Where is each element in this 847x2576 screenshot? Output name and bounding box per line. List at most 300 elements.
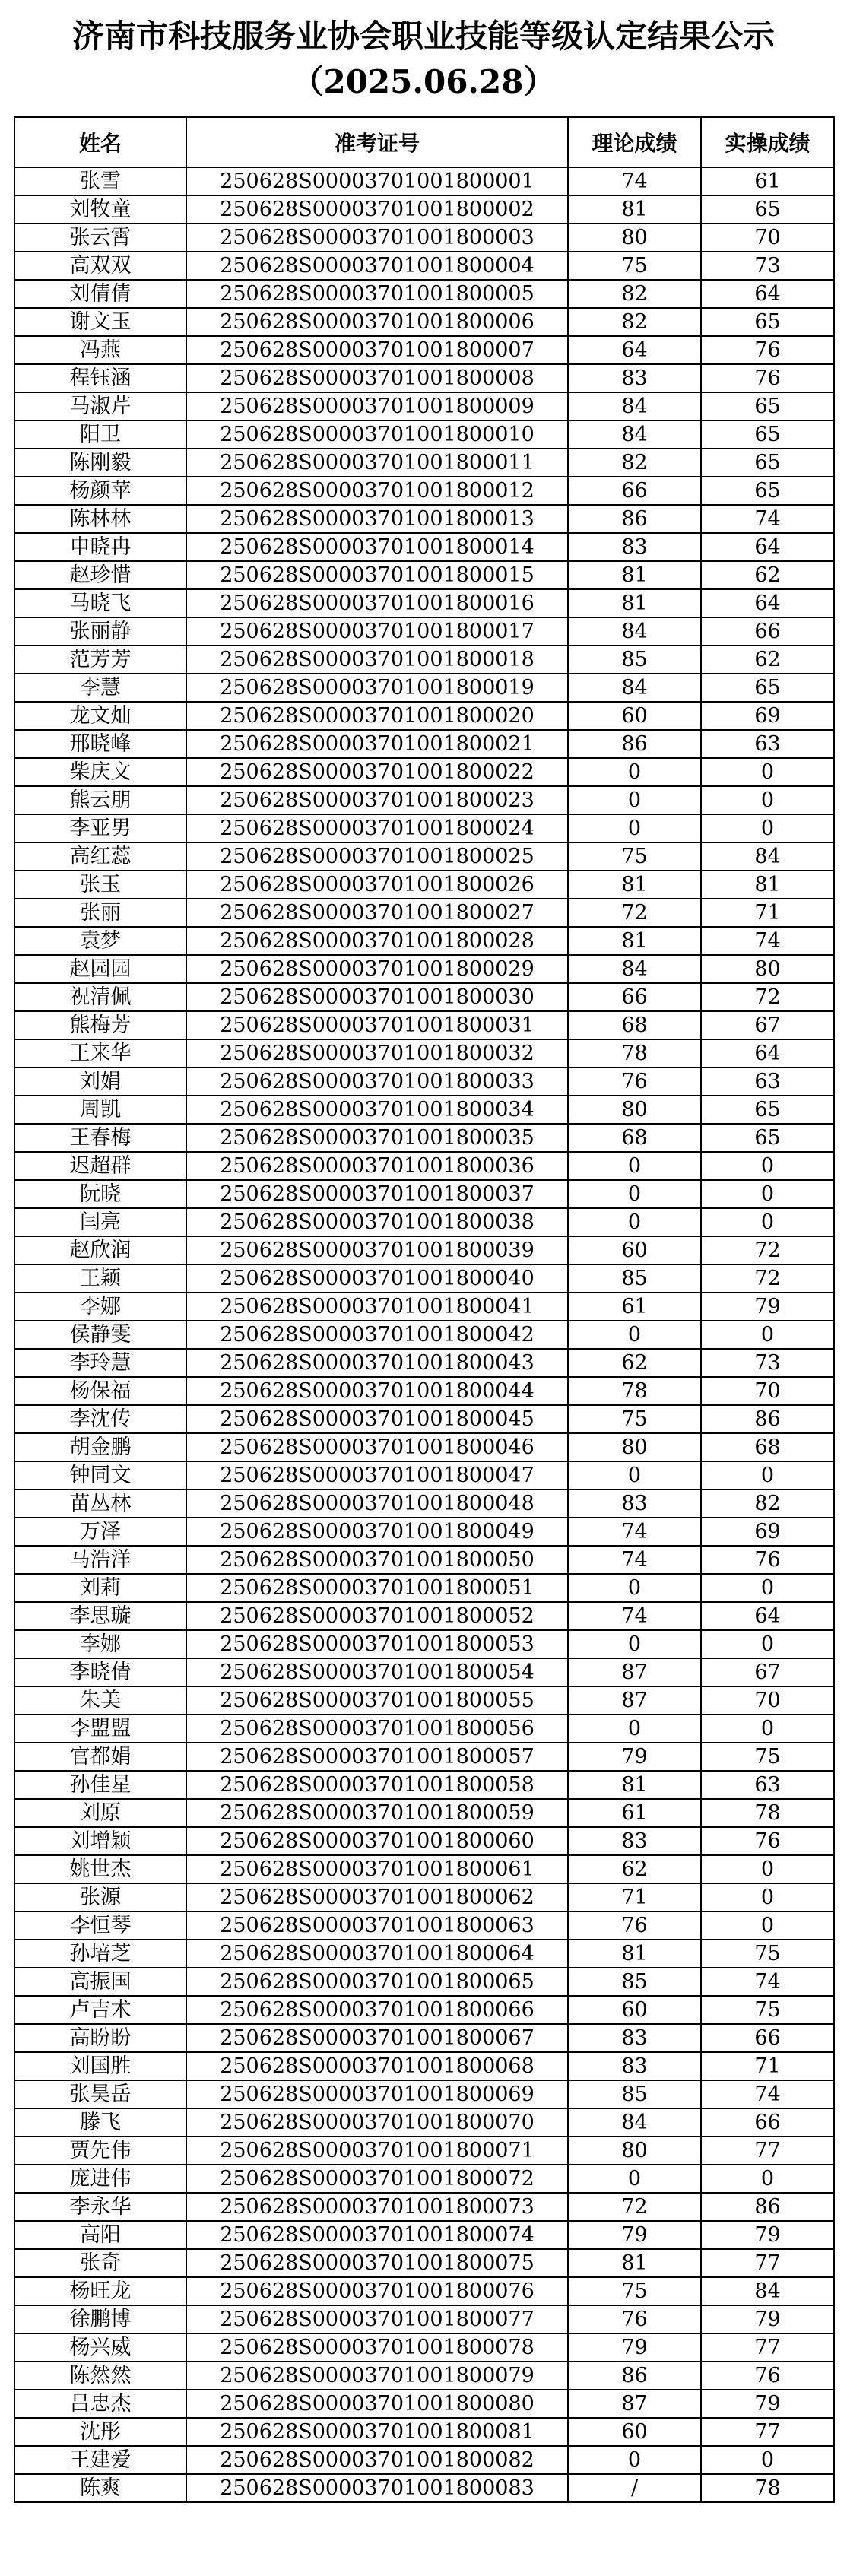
cell-exam-id: 250628S00003701001800037 xyxy=(186,1180,568,1208)
cell-exam-id: 250628S00003701001800026 xyxy=(186,871,568,899)
table-row xyxy=(14,2333,834,2362)
table-row xyxy=(14,420,834,449)
table-row xyxy=(14,224,834,252)
cell-exam-id: 250628S00003701001800041 xyxy=(186,1293,568,1321)
table-row xyxy=(14,167,834,195)
cell-name: 高红蕊 xyxy=(14,842,186,871)
cell-name: 马晓飞 xyxy=(14,589,186,617)
cell-practical-score: 80 xyxy=(701,955,834,983)
cell-practical-score: 0 xyxy=(701,1208,834,1236)
cell-name: 刘牧童 xyxy=(14,195,186,224)
table-row xyxy=(14,1968,834,1996)
cell-theory-score: 79 xyxy=(568,1743,701,1771)
cell-name: 滕飞 xyxy=(14,2108,186,2137)
results-table xyxy=(14,116,835,2503)
cell-theory-score: 85 xyxy=(568,646,701,674)
cell-practical-score: 64 xyxy=(701,1039,834,1068)
table-row xyxy=(14,1686,834,1715)
cell-theory-score: 0 xyxy=(568,2165,701,2193)
table-row xyxy=(14,2362,834,2390)
table-row xyxy=(14,1518,834,1546)
cell-practical-score: 0 xyxy=(701,1321,834,1349)
cell-theory-score: 78 xyxy=(568,1039,701,1068)
cell-theory-score: 75 xyxy=(568,2277,701,2305)
table-row xyxy=(14,589,834,617)
cell-theory-score: 87 xyxy=(568,2390,701,2418)
cell-exam-id: 250628S00003701001800044 xyxy=(186,1377,568,1405)
cell-name: 张丽静 xyxy=(14,617,186,646)
cell-theory-score: 60 xyxy=(568,1236,701,1264)
cell-theory-score: 85 xyxy=(568,2080,701,2108)
cell-practical-score: 65 xyxy=(701,392,834,420)
cell-theory-score: 87 xyxy=(568,1658,701,1686)
cell-practical-score: 84 xyxy=(701,2277,834,2305)
cell-theory-score: 79 xyxy=(568,2221,701,2249)
table-row xyxy=(14,2418,834,2446)
cell-name: 冯燕 xyxy=(14,336,186,364)
cell-name: 阳卫 xyxy=(14,420,186,449)
cell-exam-id: 250628S00003701001800045 xyxy=(186,1405,568,1433)
cell-exam-id: 250628S00003701001800047 xyxy=(186,1461,568,1489)
table-row xyxy=(14,2193,834,2221)
table-row xyxy=(14,2024,834,2052)
cell-practical-score: 75 xyxy=(701,1743,834,1771)
cell-exam-id: 250628S00003701001800039 xyxy=(186,1236,568,1264)
cell-theory-score: 0 xyxy=(568,1461,701,1489)
cell-name: 杨兴威 xyxy=(14,2333,186,2362)
cell-name: 李晓倩 xyxy=(14,1658,186,1686)
table-row xyxy=(14,449,834,477)
cell-theory-score: 83 xyxy=(568,1827,701,1855)
table-row xyxy=(14,1658,834,1686)
cell-theory-score: 74 xyxy=(568,1518,701,1546)
cell-exam-id: 250628S00003701001800066 xyxy=(186,1996,568,2024)
cell-exam-id: 250628S00003701001800020 xyxy=(186,702,568,730)
cell-exam-id: 250628S00003701001800040 xyxy=(186,1264,568,1293)
cell-theory-score: 85 xyxy=(568,1264,701,1293)
cell-theory-score: 83 xyxy=(568,2024,701,2052)
cell-practical-score: 70 xyxy=(701,224,834,252)
cell-practical-score: 76 xyxy=(701,2362,834,2390)
cell-exam-id: 250628S00003701001800062 xyxy=(186,1883,568,1911)
cell-theory-score: 80 xyxy=(568,1096,701,1124)
cell-exam-id: 250628S00003701001800050 xyxy=(186,1546,568,1574)
table-row xyxy=(14,1743,834,1771)
table-row xyxy=(14,1602,834,1630)
cell-theory-score: 86 xyxy=(568,2362,701,2390)
cell-name: 龙文灿 xyxy=(14,702,186,730)
cell-name: 程钰涵 xyxy=(14,364,186,392)
cell-theory-score: 80 xyxy=(568,224,701,252)
cell-name: 侯静雯 xyxy=(14,1321,186,1349)
cell-name: 周凯 xyxy=(14,1096,186,1124)
cell-theory-score: 80 xyxy=(568,2137,701,2165)
cell-theory-score: 85 xyxy=(568,1968,701,1996)
cell-exam-id: 250628S00003701001800032 xyxy=(186,1039,568,1068)
cell-theory-score: 75 xyxy=(568,1405,701,1433)
cell-exam-id: 250628S00003701001800052 xyxy=(186,1602,568,1630)
cell-name: 祝清佩 xyxy=(14,983,186,1011)
cell-practical-score: 0 xyxy=(701,758,834,786)
cell-practical-score: 79 xyxy=(701,2221,834,2249)
table-row xyxy=(14,2446,834,2474)
cell-practical-score: 74 xyxy=(701,2080,834,2108)
cell-theory-score: 83 xyxy=(568,2052,701,2080)
table-row xyxy=(14,533,834,561)
cell-theory-score: 0 xyxy=(568,1630,701,1658)
cell-practical-score: 74 xyxy=(701,505,834,533)
cell-practical-score: 65 xyxy=(701,420,834,449)
cell-exam-id: 250628S00003701001800027 xyxy=(186,899,568,927)
cell-exam-id: 250628S00003701001800011 xyxy=(186,449,568,477)
cell-name: 李永华 xyxy=(14,2193,186,2221)
cell-practical-score: 69 xyxy=(701,1518,834,1546)
cell-exam-id: 250628S00003701001800074 xyxy=(186,2221,568,2249)
table-row xyxy=(14,1489,834,1518)
cell-theory-score: 83 xyxy=(568,364,701,392)
table-row xyxy=(14,1321,834,1349)
header-name: 姓名 xyxy=(14,117,186,167)
table-row xyxy=(14,561,834,589)
cell-practical-score: 64 xyxy=(701,280,834,308)
table-row xyxy=(14,1461,834,1489)
table-row xyxy=(14,1293,834,1321)
table-row xyxy=(14,1940,834,1968)
cell-practical-score: 0 xyxy=(701,1180,834,1208)
cell-exam-id: 250628S00003701001800019 xyxy=(186,674,568,702)
header-practical-score: 实操成绩 xyxy=(701,117,834,167)
table-row xyxy=(14,1715,834,1743)
table-row xyxy=(14,1771,834,1799)
cell-exam-id: 250628S00003701001800057 xyxy=(186,1743,568,1771)
cell-theory-score: 84 xyxy=(568,392,701,420)
cell-name: 张丽 xyxy=(14,899,186,927)
cell-exam-id: 250628S00003701001800078 xyxy=(186,2333,568,2362)
cell-exam-id: 250628S00003701001800010 xyxy=(186,420,568,449)
table-row xyxy=(14,505,834,533)
cell-exam-id: 250628S00003701001800034 xyxy=(186,1096,568,1124)
cell-exam-id: 250628S00003701001800082 xyxy=(186,2446,568,2474)
cell-exam-id: 250628S00003701001800081 xyxy=(186,2418,568,2446)
cell-practical-score: 66 xyxy=(701,617,834,646)
cell-name: 苗丛林 xyxy=(14,1489,186,1518)
cell-name: 柴庆文 xyxy=(14,758,186,786)
cell-practical-score: 0 xyxy=(701,786,834,814)
table-row xyxy=(14,308,834,336)
cell-exam-id: 250628S00003701001800060 xyxy=(186,1827,568,1855)
cell-practical-score: 79 xyxy=(701,2390,834,2418)
header-exam-id: 准考证号 xyxy=(186,117,568,167)
table-row xyxy=(14,730,834,758)
cell-practical-score: 71 xyxy=(701,899,834,927)
cell-name: 李思璇 xyxy=(14,1602,186,1630)
cell-theory-score: 62 xyxy=(568,1349,701,1377)
cell-practical-score: 77 xyxy=(701,2418,834,2446)
cell-name: 李娜 xyxy=(14,1293,186,1321)
cell-exam-id: 250628S00003701001800036 xyxy=(186,1152,568,1180)
cell-practical-score: 66 xyxy=(701,2108,834,2137)
table-row xyxy=(14,1349,834,1377)
cell-practical-score: 81 xyxy=(701,871,834,899)
cell-exam-id: 250628S00003701001800075 xyxy=(186,2249,568,2277)
cell-name: 刘国胜 xyxy=(14,2052,186,2080)
cell-name: 庞进伟 xyxy=(14,2165,186,2193)
cell-practical-score: 84 xyxy=(701,842,834,871)
cell-practical-score: 65 xyxy=(701,477,834,505)
cell-name: 闫亮 xyxy=(14,1208,186,1236)
table-row xyxy=(14,674,834,702)
cell-name: 孙佳星 xyxy=(14,1771,186,1799)
cell-practical-score: 0 xyxy=(701,1911,834,1940)
cell-name: 刘莉 xyxy=(14,1574,186,1602)
cell-exam-id: 250628S00003701001800083 xyxy=(186,2474,568,2502)
cell-exam-id: 250628S00003701001800069 xyxy=(186,2080,568,2108)
cell-theory-score: 78 xyxy=(568,1377,701,1405)
cell-name: 范芳芳 xyxy=(14,646,186,674)
cell-exam-id: 250628S00003701001800017 xyxy=(186,617,568,646)
cell-theory-score: 68 xyxy=(568,1124,701,1152)
cell-name: 袁梦 xyxy=(14,927,186,955)
cell-practical-score: 73 xyxy=(701,252,834,280)
cell-practical-score: 68 xyxy=(701,1433,834,1461)
cell-theory-score: 74 xyxy=(568,1602,701,1630)
cell-name: 张奇 xyxy=(14,2249,186,2277)
cell-exam-id: 250628S00003701001800007 xyxy=(186,336,568,364)
table-row xyxy=(14,2277,834,2305)
table-row xyxy=(14,2137,834,2165)
table-row xyxy=(14,1911,834,1940)
cell-theory-score: 86 xyxy=(568,730,701,758)
cell-exam-id: 250628S00003701001800013 xyxy=(186,505,568,533)
cell-practical-score: 63 xyxy=(701,1771,834,1799)
cell-exam-id: 250628S00003701001800005 xyxy=(186,280,568,308)
cell-practical-score: 78 xyxy=(701,2474,834,2502)
cell-name: 马淑芹 xyxy=(14,392,186,420)
table-row xyxy=(14,1096,834,1124)
cell-name: 陈林林 xyxy=(14,505,186,533)
table-row xyxy=(14,1799,834,1827)
cell-theory-score: 61 xyxy=(568,1293,701,1321)
cell-theory-score: 75 xyxy=(568,252,701,280)
cell-theory-score: 81 xyxy=(568,2249,701,2277)
table-row xyxy=(14,786,834,814)
cell-practical-score: 0 xyxy=(701,1855,834,1883)
cell-theory-score: 81 xyxy=(568,1940,701,1968)
cell-practical-score: 65 xyxy=(701,308,834,336)
cell-exam-id: 250628S00003701001800046 xyxy=(186,1433,568,1461)
cell-practical-score: 82 xyxy=(701,1489,834,1518)
cell-theory-score: 60 xyxy=(568,1996,701,2024)
cell-exam-id: 250628S00003701001800008 xyxy=(186,364,568,392)
table-row xyxy=(14,2052,834,2080)
cell-theory-score: 82 xyxy=(568,308,701,336)
cell-exam-id: 250628S00003701001800016 xyxy=(186,589,568,617)
cell-theory-score: 62 xyxy=(568,1855,701,1883)
cell-name: 赵珍惜 xyxy=(14,561,186,589)
table-row xyxy=(14,280,834,308)
cell-exam-id: 250628S00003701001800015 xyxy=(186,561,568,589)
cell-exam-id: 250628S00003701001800063 xyxy=(186,1911,568,1940)
table-body xyxy=(14,167,834,2502)
cell-theory-score: 84 xyxy=(568,955,701,983)
cell-practical-score: 66 xyxy=(701,2024,834,2052)
cell-exam-id: 250628S00003701001800051 xyxy=(186,1574,568,1602)
cell-name: 卢吉术 xyxy=(14,1996,186,2024)
cell-name: 李慧 xyxy=(14,674,186,702)
cell-practical-score: 0 xyxy=(701,814,834,842)
cell-name: 张雪 xyxy=(14,167,186,195)
cell-name: 高盼盼 xyxy=(14,2024,186,2052)
table-row xyxy=(14,195,834,224)
cell-theory-score: 83 xyxy=(568,533,701,561)
cell-practical-score: 79 xyxy=(701,1293,834,1321)
cell-theory-score: 75 xyxy=(568,842,701,871)
cell-exam-id: 250628S00003701001800014 xyxy=(186,533,568,561)
cell-theory-score: 60 xyxy=(568,2418,701,2446)
table-row xyxy=(14,842,834,871)
cell-theory-score: 0 xyxy=(568,814,701,842)
cell-theory-score: 72 xyxy=(568,899,701,927)
cell-theory-score: 60 xyxy=(568,702,701,730)
cell-name: 姚世杰 xyxy=(14,1855,186,1883)
cell-practical-score: 67 xyxy=(701,1658,834,1686)
table-row xyxy=(14,2390,834,2418)
table-row xyxy=(14,1405,834,1433)
cell-practical-score: 74 xyxy=(701,927,834,955)
table-row xyxy=(14,1180,834,1208)
table-row xyxy=(14,336,834,364)
cell-exam-id: 250628S00003701001800038 xyxy=(186,1208,568,1236)
cell-name: 赵园园 xyxy=(14,955,186,983)
cell-name: 张昊岳 xyxy=(14,2080,186,2108)
cell-theory-score: 82 xyxy=(568,449,701,477)
cell-name: 谢文玉 xyxy=(14,308,186,336)
table-row xyxy=(14,2108,834,2137)
table-row xyxy=(14,927,834,955)
cell-exam-id: 250628S00003701001800076 xyxy=(186,2277,568,2305)
cell-practical-score: 78 xyxy=(701,1799,834,1827)
cell-practical-score: 0 xyxy=(701,1715,834,1743)
cell-name: 高振国 xyxy=(14,1968,186,1996)
table-row xyxy=(14,899,834,927)
table-row xyxy=(14,2249,834,2277)
cell-name: 张源 xyxy=(14,1883,186,1911)
table-row xyxy=(14,1208,834,1236)
cell-exam-id: 250628S00003701001800028 xyxy=(186,927,568,955)
cell-theory-score: 86 xyxy=(568,505,701,533)
cell-name: 陈爽 xyxy=(14,2474,186,2502)
table-row xyxy=(14,1264,834,1293)
cell-practical-score: 0 xyxy=(701,2446,834,2474)
cell-name: 徐鹏博 xyxy=(14,2305,186,2333)
cell-theory-score: 74 xyxy=(568,1546,701,1574)
cell-name: 李玲慧 xyxy=(14,1349,186,1377)
cell-practical-score: 0 xyxy=(701,1883,834,1911)
cell-practical-score: 77 xyxy=(701,2333,834,2362)
cell-name: 陈刚毅 xyxy=(14,449,186,477)
table-row xyxy=(14,814,834,842)
table-row xyxy=(14,2221,834,2249)
cell-exam-id: 250628S00003701001800042 xyxy=(186,1321,568,1349)
table-row xyxy=(14,955,834,983)
cell-name: 朱美 xyxy=(14,1686,186,1715)
cell-practical-score: 75 xyxy=(701,1940,834,1968)
cell-theory-score: 81 xyxy=(568,927,701,955)
cell-practical-score: 71 xyxy=(701,2052,834,2080)
cell-exam-id: 250628S00003701001800070 xyxy=(186,2108,568,2137)
table-row xyxy=(14,1236,834,1264)
cell-name: 王建爱 xyxy=(14,2446,186,2474)
cell-theory-score: 66 xyxy=(568,983,701,1011)
cell-name: 杨颜苹 xyxy=(14,477,186,505)
table-row xyxy=(14,1068,834,1096)
cell-name: 熊云朋 xyxy=(14,786,186,814)
cell-name: 李盟盟 xyxy=(14,1715,186,1743)
cell-name: 张云霄 xyxy=(14,224,186,252)
cell-exam-id: 250628S00003701001800053 xyxy=(186,1630,568,1658)
cell-name: 赵欣润 xyxy=(14,1236,186,1264)
table-row xyxy=(14,1883,834,1911)
cell-name: 陈然然 xyxy=(14,2362,186,2390)
cell-practical-score: 70 xyxy=(701,1377,834,1405)
cell-theory-score: 83 xyxy=(568,1489,701,1518)
cell-exam-id: 250628S00003701001800002 xyxy=(186,195,568,224)
cell-exam-id: 250628S00003701001800018 xyxy=(186,646,568,674)
cell-exam-id: 250628S00003701001800030 xyxy=(186,983,568,1011)
table-row xyxy=(14,2080,834,2108)
cell-exam-id: 250628S00003701001800022 xyxy=(186,758,568,786)
cell-exam-id: 250628S00003701001800025 xyxy=(186,842,568,871)
cell-exam-id: 250628S00003701001800058 xyxy=(186,1771,568,1799)
cell-theory-score: 0 xyxy=(568,2446,701,2474)
table-header-row xyxy=(14,117,834,167)
cell-theory-score: 72 xyxy=(568,2193,701,2221)
table-row xyxy=(14,1011,834,1039)
table-row xyxy=(14,1433,834,1461)
cell-exam-id: 250628S00003701001800029 xyxy=(186,955,568,983)
table-row xyxy=(14,1855,834,1883)
cell-exam-id: 250628S00003701001800068 xyxy=(186,2052,568,2080)
cell-exam-id: 250628S00003701001800001 xyxy=(186,167,568,195)
cell-theory-score: 0 xyxy=(568,1715,701,1743)
cell-theory-score: 79 xyxy=(568,2333,701,2362)
cell-name: 马浩洋 xyxy=(14,1546,186,1574)
cell-name: 刘娟 xyxy=(14,1068,186,1096)
cell-practical-score: 73 xyxy=(701,1349,834,1377)
cell-exam-id: 250628S00003701001800054 xyxy=(186,1658,568,1686)
cell-practical-score: 0 xyxy=(701,2165,834,2193)
cell-practical-score: 76 xyxy=(701,1827,834,1855)
cell-practical-score: 86 xyxy=(701,2193,834,2221)
cell-exam-id: 250628S00003701001800056 xyxy=(186,1715,568,1743)
cell-theory-score: 76 xyxy=(568,2305,701,2333)
cell-exam-id: 250628S00003701001800031 xyxy=(186,1011,568,1039)
table-row xyxy=(14,1124,834,1152)
cell-theory-score: 68 xyxy=(568,1011,701,1039)
cell-practical-score: 65 xyxy=(701,1124,834,1152)
cell-practical-score: 62 xyxy=(701,561,834,589)
cell-practical-score: 86 xyxy=(701,1405,834,1433)
cell-exam-id: 250628S00003701001800059 xyxy=(186,1799,568,1827)
cell-theory-score: / xyxy=(568,2474,701,2502)
table-row xyxy=(14,252,834,280)
cell-exam-id: 250628S00003701001800009 xyxy=(186,392,568,420)
cell-theory-score: 84 xyxy=(568,617,701,646)
table-row xyxy=(14,702,834,730)
table-row xyxy=(14,1827,834,1855)
table-row xyxy=(14,983,834,1011)
cell-name: 高阳 xyxy=(14,2221,186,2249)
